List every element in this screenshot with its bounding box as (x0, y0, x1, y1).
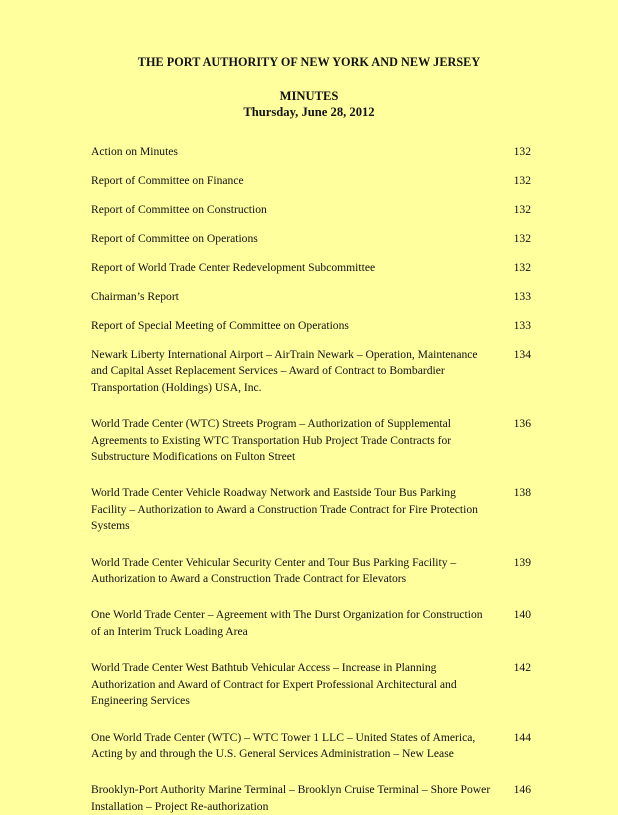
toc-entry-page: 132 (513, 203, 531, 216)
toc-entry-label: World Trade Center Vehicular Security Center and Tour Bus Parking Facility – Authorization to Award a Construction Trade Contract for Elevators (91, 555, 457, 586)
toc-entry (91, 555, 531, 588)
toc-entry-page: 142 (513, 661, 531, 675)
toc-entry (91, 202, 531, 218)
toc-entry (91, 173, 531, 189)
document-title: MINUTES (279, 89, 339, 103)
toc-entry-label: Report of Committee on Construction (91, 203, 267, 216)
table-of-contents (91, 144, 531, 815)
toc-entry-label: Action on Minutes (91, 145, 178, 158)
toc-entry (91, 607, 531, 640)
toc-entry-page: 146 (513, 783, 531, 797)
toc-entry-label: Newark Liberty International Airport – AirTrain Newark – Operation, Maintenance and Capital Asset Replacement Services – Award of Contract to Bombardier Transportation (Holdings) USA, Inc. (91, 348, 478, 394)
toc-entry (91, 260, 531, 276)
meeting-date: Thursday, June 28, 2012 (243, 105, 375, 119)
toc-entry (91, 289, 531, 305)
toc-entry-label: Report of Committee on Operations (91, 232, 258, 245)
toc-entry-label: World Trade Center West Bathtub Vehicular Access – Increase in Planning Authorization and Award of Contract for Expert Professional Architectural and Engineering Services (91, 661, 457, 708)
toc-entry-page: 132 (513, 145, 531, 158)
toc-entry (91, 660, 531, 709)
toc-entry (91, 231, 531, 247)
toc-entry-page: 139 (513, 555, 531, 569)
toc-entry-page: 136 (513, 417, 531, 431)
toc-entry (91, 318, 531, 334)
toc-entry-page: 138 (513, 486, 531, 500)
toc-entry-page: 133 (513, 319, 531, 332)
toc-entry-label: Brooklyn-Port Authority Marine Terminal – Brooklyn Cruise Terminal – Shore Power Installation – Project Re-authorization (91, 783, 491, 813)
toc-entry-label: Report of Committee on Finance (91, 174, 244, 187)
toc-entry-label: One World Trade Center – Agreement with The Durst Organization for Construction of an Interim Truck Loading Area (91, 608, 483, 638)
toc-entry-page: 144 (513, 730, 531, 744)
toc-entry-label: One World Trade Center (WTC) – WTC Tower 1 LLC – United States of America, Acting by and through the U.S. General Services Administration – New Lease (91, 730, 476, 760)
toc-entry-page: 133 (513, 290, 531, 303)
toc-entry-label: Report of Special Meeting of Committee on Operations (91, 319, 349, 332)
toc-entry-label: Report of World Trade Center Redevelopment Subcommittee (91, 261, 376, 274)
toc-entry (91, 416, 531, 465)
toc-entry-label: World Trade Center (WTC) Streets Program – Authorization of Supplemental Agreements to Existing WTC Transportation Hub Project Trade Contracts for Substructure Modifications on Fulton Street (91, 417, 452, 464)
toc-entry-page: 132 (513, 261, 531, 274)
toc-entry (91, 485, 531, 534)
toc-entry-page: 140 (513, 608, 531, 622)
toc-entry (91, 144, 531, 160)
toc-entry-label: World Trade Center Vehicle Roadway Network and Eastside Tour Bus Parking Facility – Authorization to Award a Construction Trade Contract for Fire Protection Systems (91, 486, 478, 533)
organization-title: THE PORT AUTHORITY OF NEW YORK AND NEW JERSEY (137, 55, 481, 69)
toc-entry-page: 134 (513, 348, 531, 361)
toc-entry-page: 132 (513, 232, 531, 245)
toc-entry-label: Chairman’s Report (91, 290, 179, 303)
toc-entry (91, 347, 531, 396)
toc-entry-page: 132 (513, 174, 531, 187)
toc-entry (91, 730, 531, 763)
toc-entry (91, 782, 531, 815)
